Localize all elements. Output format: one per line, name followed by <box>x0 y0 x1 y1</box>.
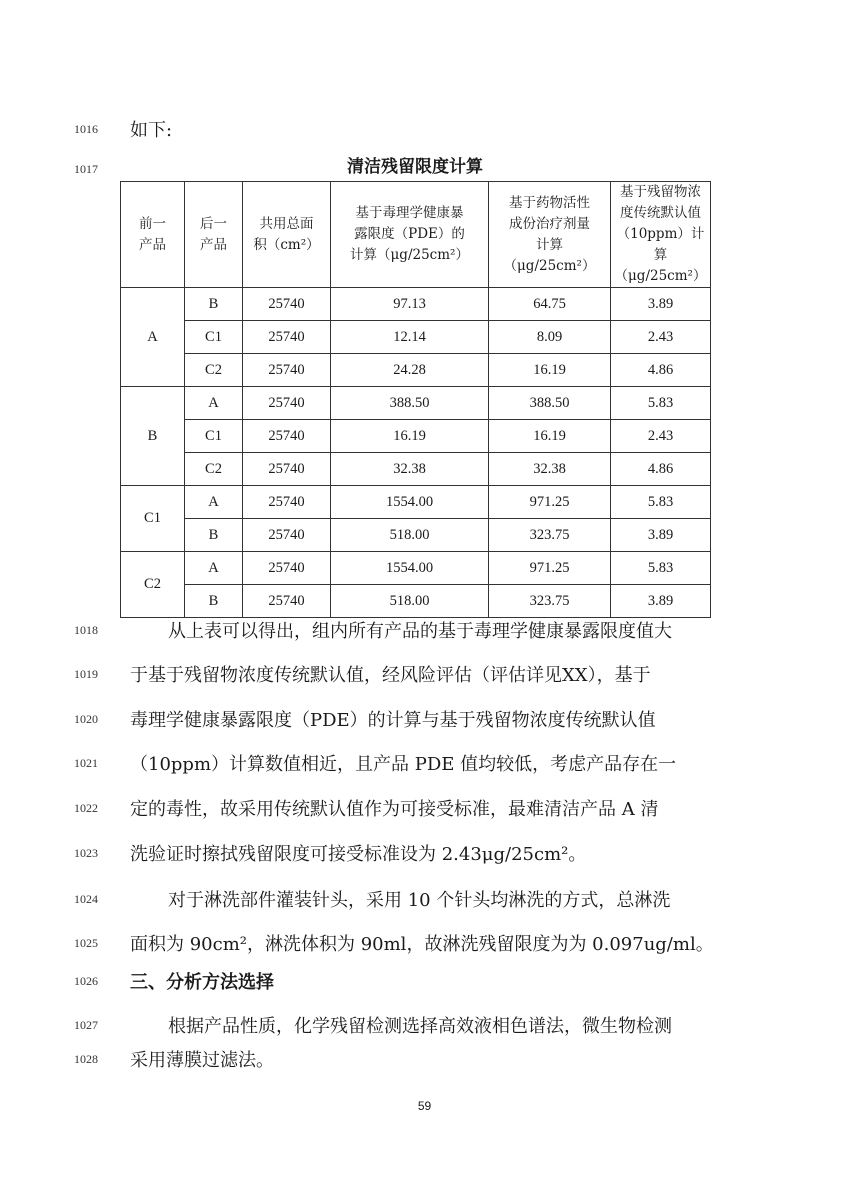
area-cell: 25740 <box>243 321 331 354</box>
ppm-cell: 2.43 <box>611 321 711 354</box>
area-cell: 25740 <box>243 354 331 387</box>
line-number: 1019 <box>74 667 98 681</box>
dose-cell: 16.19 <box>489 354 611 387</box>
pde-cell: 1554.00 <box>331 486 489 519</box>
next-product-cell: C2 <box>185 453 243 486</box>
table-row <box>121 519 711 552</box>
body-text: （10ppm）计算数值相近，且产品 PDE 值均较低，考虑产品存在一 <box>130 754 677 775</box>
pde-cell: 1554.00 <box>331 552 489 585</box>
area-cell: 25740 <box>243 519 331 552</box>
line-number: 1028 <box>74 1052 98 1066</box>
line-number: 1023 <box>74 846 98 860</box>
line-number: 1018 <box>74 623 98 637</box>
body-text: 从上表可以得出，组内所有产品的基于毒理学健康暴露限度值大 <box>168 621 672 642</box>
section-heading: 三、分析方法选择 <box>130 972 274 993</box>
line-number: 1016 <box>74 122 98 136</box>
body-text: 根据产品性质，化学残留检测选择高效液相色谱法，微生物检测 <box>168 1016 672 1037</box>
area-cell: 25740 <box>243 288 331 321</box>
dose-cell: 971.25 <box>489 552 611 585</box>
pde-cell: 24.28 <box>331 354 489 387</box>
ppm-cell: 3.89 <box>611 519 711 552</box>
header-ppm: 基于残留物浓 度传统默认值 （10ppm）计算 （μg/25cm²） <box>611 182 711 288</box>
body-text: 于基于残留物浓度传统默认值，经风险评估（评估详见XX），基于 <box>130 665 651 686</box>
table-row <box>121 321 711 354</box>
area-cell: 25740 <box>243 552 331 585</box>
dose-cell: 64.75 <box>489 288 611 321</box>
table-row <box>121 486 711 519</box>
pde-cell: 518.00 <box>331 519 489 552</box>
table-row <box>121 585 711 618</box>
dose-cell: 388.50 <box>489 387 611 420</box>
ppm-cell: 3.89 <box>611 585 711 618</box>
next-product-cell: C1 <box>185 321 243 354</box>
residue-limit-table <box>120 181 711 618</box>
pde-cell: 518.00 <box>331 585 489 618</box>
ppm-cell: 4.86 <box>611 453 711 486</box>
table-row <box>121 354 711 387</box>
dose-cell: 32.38 <box>489 453 611 486</box>
area-cell: 25740 <box>243 453 331 486</box>
header-shared-area: 共用总面 积（cm²） <box>243 182 331 288</box>
table-header-row <box>121 182 711 288</box>
body-text: 采用薄膜过滤法。 <box>130 1050 274 1071</box>
ppm-cell: 5.83 <box>611 486 711 519</box>
body-text: 如下: <box>130 120 173 141</box>
header-prev-product: 前一 产品 <box>121 182 185 288</box>
pde-cell: 388.50 <box>331 387 489 420</box>
next-product-cell: B <box>185 519 243 552</box>
ppm-cell: 5.83 <box>611 387 711 420</box>
prev-product-cell: B <box>121 387 185 486</box>
dose-cell: 16.19 <box>489 420 611 453</box>
pde-cell: 32.38 <box>331 453 489 486</box>
table-row <box>121 552 711 585</box>
prev-product-cell: A <box>121 288 185 387</box>
header-next-product: 后一 产品 <box>185 182 243 288</box>
line-number: 1024 <box>74 892 98 906</box>
area-cell: 25740 <box>243 486 331 519</box>
prev-product-cell: C1 <box>121 486 185 552</box>
ppm-cell: 3.89 <box>611 288 711 321</box>
body-text: 毒理学健康暴露限度（PDE）的计算与基于残留物浓度传统默认值 <box>130 710 656 731</box>
line-number: 1027 <box>74 1018 98 1032</box>
dose-cell: 971.25 <box>489 486 611 519</box>
prev-product-cell: C2 <box>121 552 185 618</box>
body-text: 对于淋洗部件灌装针头，采用 10 个针头均淋洗的方式，总淋洗 <box>168 890 671 911</box>
dose-cell: 8.09 <box>489 321 611 354</box>
line-number: 1017 <box>74 162 98 176</box>
area-cell: 25740 <box>243 585 331 618</box>
table-title: 清洁残留限度计算 <box>347 157 483 177</box>
header-dose: 基于药物活性 成份治疗剂量 计算 （μg/25cm²） <box>489 182 611 288</box>
table-row <box>121 453 711 486</box>
body-text: 洗验证时擦拭残留限度可接受标准设为 2.43μg/25cm²。 <box>130 844 587 865</box>
ppm-cell: 5.83 <box>611 552 711 585</box>
next-product-cell: C2 <box>185 354 243 387</box>
body-text: 定的毒性，故采用传统默认值作为可接受标准，最难清洁产品 A 清 <box>130 799 659 820</box>
next-product-cell: B <box>185 585 243 618</box>
next-product-cell: C1 <box>185 420 243 453</box>
dose-cell: 323.75 <box>489 519 611 552</box>
dose-cell: 323.75 <box>489 585 611 618</box>
next-product-cell: B <box>185 288 243 321</box>
table-row <box>121 387 711 420</box>
ppm-cell: 4.86 <box>611 354 711 387</box>
pde-cell: 12.14 <box>331 321 489 354</box>
line-number: 1021 <box>74 756 98 770</box>
pde-cell: 97.13 <box>331 288 489 321</box>
next-product-cell: A <box>185 387 243 420</box>
next-product-cell: A <box>185 486 243 519</box>
line-number: 1020 <box>74 712 98 726</box>
line-number: 1022 <box>74 801 98 815</box>
line-number: 1026 <box>74 974 98 988</box>
line-number: 1025 <box>74 936 98 950</box>
pde-cell: 16.19 <box>331 420 489 453</box>
area-cell: 25740 <box>243 387 331 420</box>
area-cell: 25740 <box>243 420 331 453</box>
table-row <box>121 288 711 321</box>
next-product-cell: A <box>185 552 243 585</box>
ppm-cell: 2.43 <box>611 420 711 453</box>
table-row <box>121 420 711 453</box>
page-number: 59 <box>417 1099 432 1113</box>
body-text: 面积为 90cm²，淋洗体积为 90ml，故淋洗残留限度为为 0.097ug/ml。 <box>130 934 714 955</box>
header-pde: 基于毒理学健康暴 露限度（PDE）的 计算（μg/25cm²） <box>331 182 489 288</box>
